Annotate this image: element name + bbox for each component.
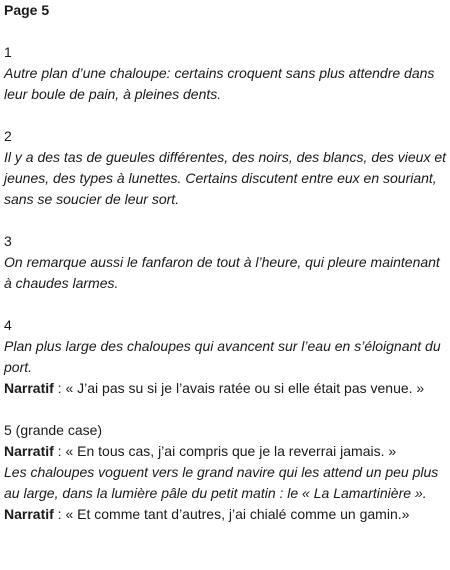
narrative-line [4, 504, 448, 525]
panel-number: 2 [4, 128, 12, 144]
panel-1 [4, 42, 448, 105]
panel-description: On remarque aussi le fanfaron de tout à l’heure, qui pleure maintenant à chaudes larmes. [4, 254, 440, 291]
panel-description: Plan plus large des chaloupes qui avancent sur l’eau en s’éloignant du port. [4, 338, 441, 375]
narrative-label: Narratif [4, 443, 54, 459]
narrative-text: : « J’ai pas su si je l’avais ratée ou si elle était pas venue. » [53, 380, 425, 396]
narrative-label: Narratif [4, 506, 54, 522]
narrative-line [4, 441, 448, 462]
panel-5 [4, 420, 448, 525]
narrative-text: : « Et comme tant d’autres, j’ai chialé comme un gamin.» [53, 506, 410, 522]
panel-number: 3 [4, 233, 12, 249]
page-title: Page 5 [4, 2, 50, 18]
panel-number: 5 (grande case) [4, 422, 103, 438]
panel-description: Il y a des tas de gueules différentes, des noirs, des blancs, des vieux et jeunes, des types à lunettes. Certains discutent entre eux en souriant, sans se soucier de leur sort. [4, 149, 447, 207]
script-page [4, 0, 448, 546]
narrative-line [4, 378, 448, 399]
panel-description: Autre plan d’une chaloupe: certains croquent sans plus attendre dans leur boule de pain, à pleines dents. [4, 65, 435, 102]
panel-number: 4 [4, 317, 12, 333]
narrative-label: Narratif [4, 380, 54, 396]
narrative-text: : « En tous cas, j’ai compris que je la reverrai jamais. » [53, 443, 397, 459]
panel-description: Les chaloupes voguent vers le grand navire qui les attend un peu plus au large, dans la lumière pâle du petit matin : le « La Lamartinière ». [4, 464, 439, 501]
panel-4 [4, 315, 448, 399]
panel-number: 1 [4, 44, 12, 60]
panel-3 [4, 231, 448, 294]
panel-2 [4, 126, 448, 210]
